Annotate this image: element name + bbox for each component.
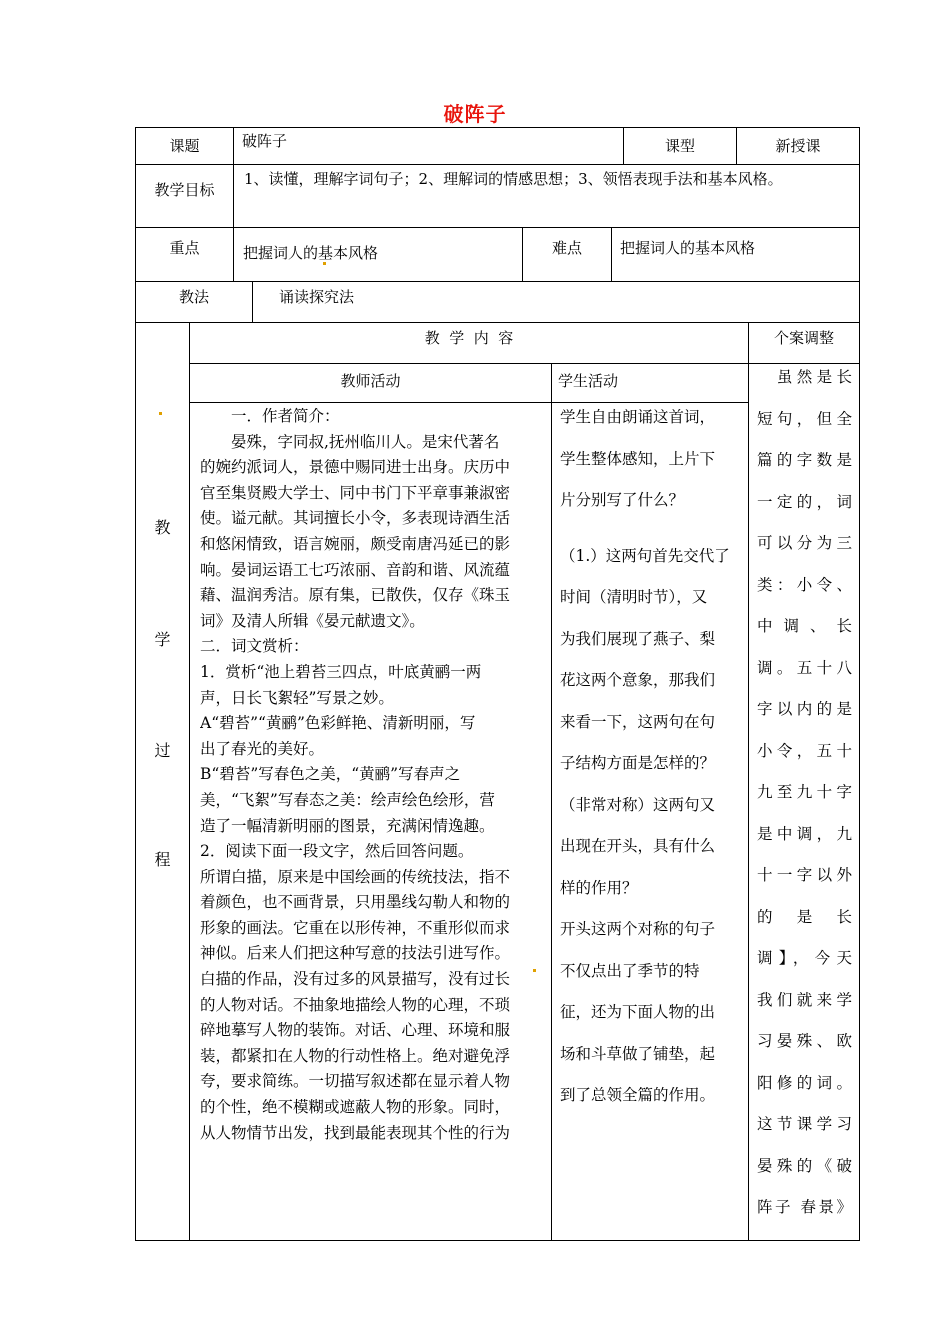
content-header: 教 学 内 容 bbox=[424, 329, 514, 347]
hard-label: 难点 bbox=[551, 239, 582, 257]
student-line: 学生自由朗诵这首词， bbox=[560, 408, 716, 426]
adjust-line: 中调、长 bbox=[757, 617, 852, 635]
teacher-line: 晏殊，字同叔,抚州临川人。是宋代著名 bbox=[200, 432, 500, 451]
student-activity bbox=[560, 397, 746, 1227]
student-line: 花这两个意象，那我们 bbox=[560, 671, 716, 689]
key-value: 把握词人的基本风格 bbox=[243, 244, 379, 262]
student-line: 场和斗草做了铺垫，起 bbox=[560, 1044, 716, 1063]
goal-label: 教学目标 bbox=[154, 181, 215, 199]
teacher-line: 使。谥元献。其词擅长小令，多表现诗酒生活 bbox=[200, 509, 511, 528]
teacher-line: 碎地摹写人物的装饰。对话、心理、环境和服 bbox=[200, 1021, 511, 1040]
student-line: 为我们展现了燕子、梨 bbox=[560, 629, 716, 648]
student-line: 学生整体感知，上片下 bbox=[560, 449, 716, 468]
student-line: 到了总领全篇的作用。 bbox=[560, 1086, 716, 1104]
type-label: 课型 bbox=[664, 137, 695, 155]
side-char: 教 bbox=[154, 518, 171, 537]
teacher-line: B“碧苔”写春色之美，“黄鹂”写春声之 bbox=[200, 765, 461, 784]
type-value: 新授课 bbox=[775, 137, 821, 155]
student-line: 来看一下，这两句在句 bbox=[560, 712, 716, 731]
student-line: 出现在开头，具有什么 bbox=[560, 837, 716, 855]
student-line: （1.）这两句首先交代了 bbox=[560, 546, 730, 565]
adjust-line: 我们就来学 bbox=[757, 990, 852, 1009]
adjust-line: 习晏殊、欧 bbox=[757, 1032, 852, 1050]
teacher-line: 1．赏析“池上碧苔三四点，叶底黄鹂一两 bbox=[200, 662, 482, 681]
teacher-line: 形象的画法。它重在以形传神，不重形似而求 bbox=[200, 918, 511, 937]
student-line: 子结构方面是怎样的？ bbox=[560, 754, 716, 772]
teacher-line: 声，日长飞絮轻”写景之妙。 bbox=[200, 688, 394, 707]
adjust-line: 这节课学习 bbox=[757, 1115, 852, 1133]
adjust-line: 小令，五十 bbox=[757, 741, 852, 760]
side-char: 程 bbox=[154, 850, 171, 869]
student-line: 征，还为下面人物的出 bbox=[560, 1003, 716, 1021]
teacher-line: 响。晏词运语工七巧浓丽、音韵和谐、风流蕴 bbox=[200, 560, 511, 579]
marker-dot bbox=[159, 412, 162, 415]
student-header: 学生活动 bbox=[558, 372, 619, 390]
teacher-line: 的婉约派词人，景德中赐同进士出身。庆历中 bbox=[200, 458, 511, 477]
marker-dot bbox=[533, 969, 536, 972]
topic-value: 破阵子 bbox=[242, 132, 288, 150]
method-label: 教法 bbox=[178, 288, 209, 306]
teacher-line: 所谓白描，原来是中国绘画的传统技法，指不 bbox=[200, 867, 511, 886]
teacher-line: 美，“飞絮”写春态之美：绘声绘色绘形，营 bbox=[200, 790, 495, 809]
teacher-line: 的个性，绝不模糊或遮蔽人物的形象。同时， bbox=[200, 1098, 511, 1117]
method-value: 诵读探究法 bbox=[279, 288, 355, 306]
case-adjustment bbox=[757, 357, 852, 1237]
adjust-line: 字以内的是 bbox=[757, 700, 852, 718]
key-label: 重点 bbox=[169, 239, 200, 257]
teacher-line: 装，都紧扣在人物的行动性格上。绝对避免浮 bbox=[200, 1046, 511, 1065]
student-line: 开头这两个对称的句子 bbox=[560, 920, 716, 938]
student-line: 不仅点出了季节的特 bbox=[560, 961, 700, 980]
teacher-line: 着颜色，也不画背景，只用墨线勾勒人和物的 bbox=[200, 893, 511, 912]
teacher-line: 夸，要求简练。一切描写叙述都在显示着人物 bbox=[200, 1072, 511, 1091]
side-char: 学 bbox=[154, 630, 171, 649]
adjust-line: 篇的字数是 bbox=[757, 451, 852, 469]
adjust-line: 一定的，词 bbox=[757, 492, 852, 511]
student-line: （非常对称）这两句又 bbox=[560, 795, 716, 814]
teacher-line: 出了春光的美好。 bbox=[200, 739, 325, 758]
teacher-line: 藉、温润秀洁。原有集，已散佚，仅存《珠玉 bbox=[200, 586, 511, 605]
adjust-line: 十一字以外 bbox=[757, 866, 852, 884]
teacher-line: 二．词文赏析： bbox=[200, 637, 309, 656]
topic-label: 课题 bbox=[169, 137, 200, 155]
adjust-line: 阳修的词。 bbox=[757, 1073, 852, 1092]
teacher-line: 从人物情节出发，找到最能表现其个性的行为 bbox=[200, 1123, 511, 1142]
teacher-line: 一．作者简介： bbox=[200, 407, 340, 425]
teacher-line: 的人物对话。不抽象地描绘人物的心理，不琐 bbox=[200, 995, 511, 1014]
student-line: 时间（清明时节），又 bbox=[560, 588, 708, 606]
adjust-line: 类：小令、 bbox=[757, 575, 852, 594]
adjust-line: 是中调，九 bbox=[757, 824, 852, 843]
teacher-line: 词》及清人所辑《晏元献遗文》。 bbox=[200, 611, 425, 630]
page-title: 破阵子 bbox=[443, 102, 507, 126]
adjust-line: 晏殊的《破 bbox=[757, 1156, 852, 1175]
teacher-line: 神似。后来人们把这种写意的技法引进写作。 bbox=[200, 944, 511, 963]
teacher-line: A“碧苔”“黄鹂”色彩鲜艳、清新明丽，写 bbox=[200, 714, 476, 733]
teacher-line: 和悠闲情致，语言婉丽，颇受南唐冯延已的影 bbox=[200, 534, 511, 553]
teacher-header: 教师活动 bbox=[340, 372, 401, 390]
adjust-line: 调。五十八 bbox=[757, 658, 852, 677]
adjust-line: 阵子 春景》 bbox=[757, 1198, 852, 1216]
student-line: 片分别写了什么？ bbox=[560, 491, 685, 509]
adjust-line: 调】，今天 bbox=[757, 949, 852, 967]
teacher-line: 白描的作品，没有过多的风景描写，没有过长 bbox=[200, 970, 511, 989]
goal-value: 1、读懂，理解字词句子；2、理解词的情感思想；3、领悟表现手法和基本风格。 bbox=[244, 170, 783, 188]
marker-dot bbox=[323, 262, 326, 265]
adjust-line: 九至九十字 bbox=[757, 783, 852, 801]
teacher-line: 官至集贤殿大学士、同中书门下平章事兼淑密 bbox=[200, 483, 511, 502]
teacher-line: 造了一幅清新明丽的图景，充满闲情逸趣。 bbox=[200, 816, 495, 835]
adjust-line: 可以分为三 bbox=[757, 534, 852, 552]
hard-value: 把握词人的基本风格 bbox=[620, 239, 756, 257]
adjust-line: 短句，但全 bbox=[757, 409, 852, 428]
adjust-header: 个案调整 bbox=[773, 329, 834, 347]
student-line: 样的作用？ bbox=[560, 878, 638, 897]
side-char: 过 bbox=[154, 741, 171, 760]
teacher-activity bbox=[200, 404, 548, 1236]
adjust-line: 虽然是长 bbox=[757, 368, 852, 386]
adjust-line: 的是长 bbox=[757, 907, 852, 926]
teacher-line: 2．阅读下面一段文字，然后回答问题。 bbox=[200, 842, 474, 861]
